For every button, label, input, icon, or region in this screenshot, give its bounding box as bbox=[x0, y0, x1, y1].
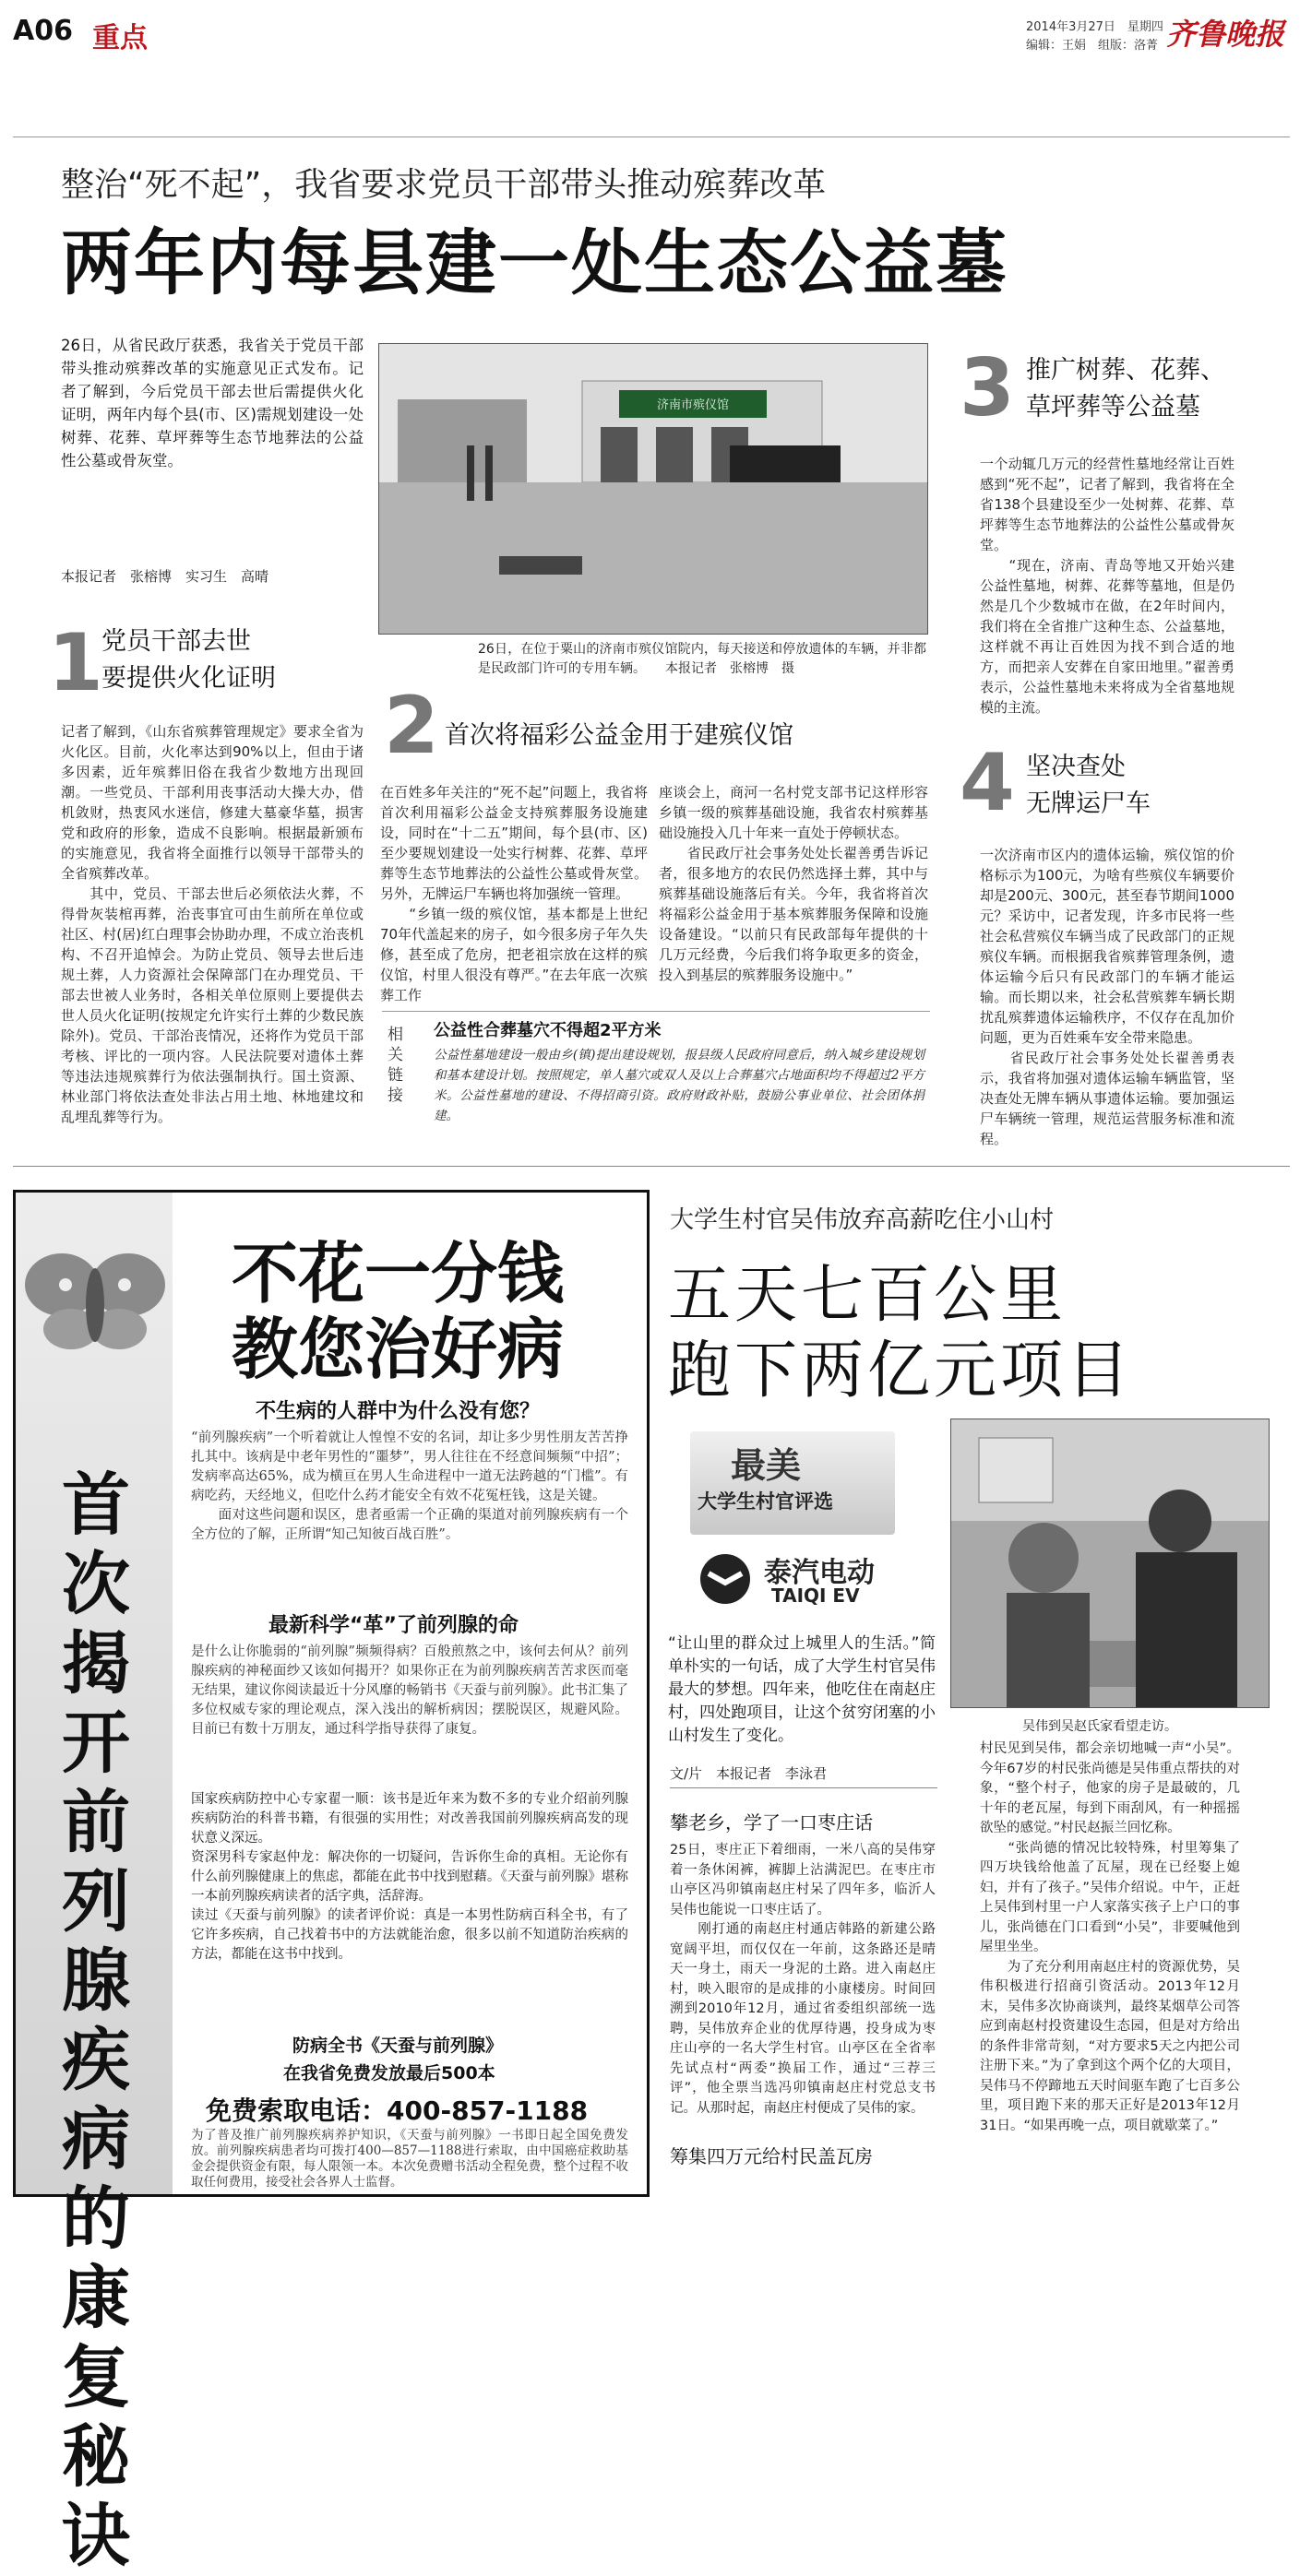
village-visit-photo-image bbox=[951, 1419, 1269, 1707]
ad-phone-line bbox=[206, 2091, 588, 2128]
funeral-home-photo-image bbox=[379, 344, 927, 634]
ad-phone-label: 免费索取电话： bbox=[206, 2095, 388, 2126]
story2-lead: “让山里的群众过上城里人的生活。”简单朴实的一句话，成了大学生村官吴伟最大的梦想。四年来，他吃住在南赵庄村，四处跑项目，让这个贫穷闭塞的小山村发生了变化。 bbox=[668, 1634, 936, 1745]
section-title-2: 首次将福彩公益金用于建殡仪馆 bbox=[445, 721, 793, 750]
ad-question-1: 不生病的人群中为什么没有您？ bbox=[256, 1400, 541, 1423]
section-text-1: 记者了解到，《山东省殡葬管理规定》要求全省为火化区。目前，火化率达到90%以上，但由于诸多因素，近年殡葬旧俗在我省少数地方出现回潮。一些党员、干部利用丧事活动大操大办，借机敛财，热衷风水迷信，修建大墓豪华墓，损害党和政府的形象，造成不良影响。根据最新颁布的实施意见，我省将全面推行以领导干部带头的全省殡葬改革。 其中，党员、干部去世后必须依法火葬，不得骨灰装棺再葬，治丧事宜可由生前所在单位或社区、村(居)红白理事会协助办理，不成立治丧机构、不召开追悼会。为防止党员、领导去世后违规土葬，人力资源社会保障部门在办理党员、干部去世被人业务时，各相关单位原则上要提供去世人员火化证明(按规定允许实行土葬的少数民族除外)。党员、干部治丧情况，还将作为党员干部考核、评比的一项内容。人民法院要对遗体土葬等违法违规殡葬行为依法强制执行。国土资源、林业部门将依法查处非法占用土地、林地建坟和乱埋乱葬等行为。 bbox=[61, 723, 364, 1125]
story2-text-1: 25日，枣庄正下着细雨，一米八高的吴伟穿着一条休闲裤，裤脚上沾满泥巴。在枣庄市山亭区冯卯镇南赵庄村呆了四年多，临沂人吴伟也能说一口枣庄话了。 刚打通的南赵庄村通店韩路的新建公路宽阔平坦，而仅仅在一年前，这条路还是晴天一身土，雨天一身泥的土路。进入南赵庄村，映入眼帘的是成排的小康楼房。时间回溯到2010年12月，通过省委组织部统一选聘，吴伟放弃企业的优厚待遇，投身成为枣庄山亭的一名大学生村官。山亭区在全省率先试点村“两委”换届工作，通过“三荐三评”，他全票当选冯卯镇南赵庄村党总支书记。从那时起，南赵庄村便成了吴伟的家。 bbox=[670, 1843, 936, 2116]
story2-kicker: 大学生村官吴伟放弃高薪吃住小山村 bbox=[670, 1206, 1055, 1234]
ad-question-2: 最新科学“革”了前列腺的命 bbox=[268, 1614, 519, 1637]
section-text-3: 一个动辄几万元的经营性墓地经常让百姓感到“死不起”，记者了解到，我省将在全省138个县建设至少一处树葬、花葬、草坪葬等生态节地葬法的公益性公墓或骨灰堂。 “现在，济南、青岛等地又开始兴建公益性墓地，树葬、花葬等墓地，但是仍然是几个少数城市在做，在2年时间内，我们将在全省推广这种生态、公益墓地，这样就不再让百姓因为找不到合适的地方，而把亲人安葬在自家田地里。”翟善勇表示，公益性墓地未来将成为全省墓地规模的主流。 bbox=[980, 456, 1234, 716]
related-link-label: 相关链接 bbox=[388, 1026, 403, 1105]
editor-line: 编辑：王娟 组版：洛菁 bbox=[1026, 39, 1159, 53]
related-link-title: 公益性合葬墓穴不得超2平方米 bbox=[434, 1021, 662, 1040]
section-title-1: 党员干部去世 要提供火化证明 bbox=[101, 627, 276, 693]
story2-byline-rule bbox=[670, 1787, 937, 1788]
page-code: A06 bbox=[13, 15, 73, 47]
ad-offer-line: 在我省免费发放最后500本 bbox=[283, 2063, 495, 2083]
ad-paragraph-2: 是什么让你脆弱的“前列腺”频频得病？百般煎熬之中，该何去何从？前列腺疾病的神秘面纱又该如何揭开？如果你正在为前列腺疾病苦苦求医而毫无结果，建议你阅读最近十分风靡的畅销书《天蚕与前列腺》。此书汇集了多位权威专家的理论观点，深入浅出的解析病因；摆脱误区，规避风险。目前已有数十万朋友，通过科学指导获得了康复。 bbox=[191, 1644, 628, 1737]
story2-subhead-2: 筹集四万元给村民盖瓦房 bbox=[670, 2145, 873, 2167]
section-title-4: 坚决查处 无牌运尸车 bbox=[1026, 753, 1151, 818]
sponsor-name-cn: 泰汽电动 bbox=[764, 1557, 875, 1589]
funeral-home-sign: 济南市殡仪馆 bbox=[656, 398, 730, 411]
ad-book-line: 防病全书《天蚕与前列腺》 bbox=[292, 2036, 504, 2056]
village-photo-caption: 吴伟到吴赵氏家看望走访。 bbox=[1022, 1719, 1177, 1734]
ad-phone-number: 400-857-1188 bbox=[387, 2095, 589, 2126]
story2-text-2: 村民见到吴伟，都会亲切地喊一声“小吴”。今年67岁的村民张尚德是吴伟重点帮扶的对象，“整个村子，他家的房子是最破的，几十年的老瓦屋，每到下雨刮风，有一种摇摇欲坠的感觉。”村民赵振兰回忆称。 “张尚德的情况比较特殊，村里筹集了四万块钱给他盖了瓦屋，现在已经娶上媳妇，并有了孩子。”吴伟介绍说。中午，正赶上吴伟到村里一户人家落实孩子上户口的事儿，张尚德在门口看到“小吴”，非要喊他到屋里坐坐。 为了充分利用南赵庄村的资源优势，吴伟积极进行招商引资活动。2013年12月末，吴伟多次协商谈判，最终某烟草公司答应到南赵村投资建设生态园，但是对方给出的条件非常苛刻，“对方要求5天之内把公司注册下来。”为了拿到这个两个亿的大项目，吴伟马不停蹄地五天时间驱车跑了七百多公里，项目跑下来的那天正好是2013年12月31日。“如果再晚一点，项目就歇菜了。” bbox=[980, 1741, 1240, 2133]
logo-title: 最美 bbox=[731, 1445, 802, 1486]
section-text-2b: 座谈会上，商河一名村党支部书记这样形容乡镇一级的殡葬基础设施，我省农村殡葬基础设施投入几十年来一直处于停顿状态。 省民政厅社会事务处处长翟善勇告诉记者，很多地方的农民仍然选择土葬，其中与殡葬基础设施落后有关。今年，我省将首次将福彩公益金用于基本殡葬服务保障和设施设备建设。“以前只有民政部每年提供的十几万元经费，今后我们将争取更多的资金，投入到基层的殡葬服务设施中。” bbox=[659, 784, 928, 983]
ad-headline-1: 不花一分钱 bbox=[232, 1235, 565, 1312]
ad-paragraph-1: “前列腺疾病”一个听着就让人惶惶不安的名词，却让多少男性朋友苦苦挣扎其中。该病是中老年男性的“噩梦”，男人往往在不经意间频频“中招”；发病率高达65%，成为横亘在男人生命进程中一道无法跨越的“门槛”。有病吃药，天经地义，但吃什么药才能安全有效不花冤枉钱，这是关键。 面对这些问题和误区，患者亟需一个正确的渠道对前列腺疾病有一个全方位的了解，正所谓“知己知彼百战百胜”。 bbox=[191, 1430, 628, 1542]
story1-byline: 本报记者 张榕博 实习生 高晴 bbox=[61, 568, 269, 585]
paper-logo: 齐鲁晚报 bbox=[1166, 17, 1285, 52]
story-divider bbox=[13, 1166, 1290, 1167]
related-link-text: 公益性墓地建设一般由乡(镇)提出建设规划，报县级人民政府同意后，纳入城乡建设规划和基本建设计划。按照规定，单人墓穴或双人及以上合葬墓穴占地面积均不得超过2平方米。公益性墓地的建设、不得招商引资。政府财政补贴，鼓励公事业单位、社会团体捐建。 bbox=[434, 1048, 924, 1123]
page-header bbox=[0, 0, 1300, 65]
ad-headline-2: 教您治好病 bbox=[232, 1311, 565, 1388]
story2-subhead-1: 攀老乡，学了一口枣庄话 bbox=[670, 1811, 873, 1834]
section-name: 重点 bbox=[92, 22, 148, 54]
ad-vertical-title: 首次揭开前列腺疾病的康复秘诀 bbox=[62, 1466, 130, 2576]
story1-lead: 26日，从省民政厅获悉，我省关于党员干部带头推动殡葬改革的实施意见正式发布。记者了解到，今后党员干部去世后需提供火化证明，两年内每个县(市、区)需规划建设一处树葬、花葬、草坪葬等生态节地葬法的公益性公墓或骨灰堂。 bbox=[61, 337, 364, 469]
best-village-official-logo bbox=[690, 1431, 895, 1535]
ad-footer: 为了普及推广前列腺疾病养护知识，《天蚕与前列腺》一书即日起全国免费发放。前列腺疾病患者均可拨打400—857—1188进行索取，由中国癌症救助基金会提供资金有限，每人限领一本。本次免费赠书活动全程免费，整个过程不收取任何费用，接受社会各界人士监督。 bbox=[191, 2128, 628, 2190]
section-title-3: 推广树葬、花葬、 草坪葬等公益墓 bbox=[1026, 356, 1225, 421]
section-text-4: 一次济南市区内的遗体运输，殡仪馆的价格标示为100元，为啥有些殡仪车辆要价却是200元、300元，甚至春节期间1000元？采访中，记者发现，许多市民将一些社会私营殡仪车辆当成了民政部门的正规殡仪车辆。而根据我省殡葬管理条例，遗体运输今后只有民政部门的车辆才能运输。而长期以来，社会私营殡葬车辆长期扰乱殡葬遗体运输秩序，不仅存在乱加价问题，更为百姓乘车安全带来隐患。 省民政厅社会事务处处长翟善勇表示，我省将加强对遗体运输车辆监管，坚决查处无牌车辆从事遗体运输。要加强运尸车辆统一管理，规范运营服务标准和流程。 bbox=[980, 847, 1234, 1147]
moth-icon bbox=[21, 1220, 169, 1368]
logo-subtitle: 大学生村官评选 bbox=[698, 1490, 833, 1513]
section-number-2: 2 bbox=[384, 680, 439, 772]
section-number-1: 1 bbox=[48, 617, 103, 709]
village-visit-photo bbox=[950, 1419, 1270, 1708]
related-link-box bbox=[382, 1011, 930, 1123]
sponsor-logo bbox=[698, 1548, 900, 1612]
date-line: 2014年3月27日 星期四 bbox=[1026, 20, 1163, 34]
funeral-home-photo bbox=[378, 343, 928, 635]
health-ad bbox=[13, 1190, 650, 2576]
ad-paragraph-3: 国家疾病防控中心专家翟一顺：该书是近年来为数不多的专业介绍前列腺疾病防治的科普书籍，有很强的实用性；对改善我国前列腺疾病高发的现状意义深远。 资深男科专家赵仲龙：解决你的一切疑问，告诉你生命的真相。无论你有什么前列腺健康上的焦虑，都能在此书中找到慰藉。《天蚕与前列腺》堪称一本前列腺疾病读者的活字典，活辞海。 读过《天蚕与前列腺》的读者评价说：真是一本男性防病百科全书，有了它许多疾病，自己找着书中的方法就能治愈，很多以前不知道防治疾病的方法，都能在这书中找到。 bbox=[191, 1792, 628, 1962]
section-number-4: 4 bbox=[960, 737, 1015, 829]
section-number-3: 3 bbox=[960, 342, 1015, 434]
story1-headline: 两年内每县建一处生态公益墓 bbox=[61, 223, 1008, 305]
story2-headline-2: 跑下两亿元项目 bbox=[668, 1335, 1134, 1407]
funeral-photo-caption: 26日，在位于粟山的济南市殡仪馆院内，每天接送和停放遗体的车辆，并非都是民政部门许可的专用车辆。 本报记者 张榕博 摄 bbox=[478, 642, 926, 676]
story1-kicker: 整治“死不起”，我省要求党员干部带头推动殡葬改革 bbox=[61, 166, 827, 204]
story2-byline: 文/片 本报记者 李泳君 bbox=[670, 1765, 828, 1782]
section-text-2a: 在百姓多年关注的“死不起”问题上，我省将首次利用福彩公益金支持殡葬服务设施建设，同时在“十二五”期间，每个县(市、区)至少要规划建设一处实行树葬、花葬、草坪葬等生态节地葬法的公益性公墓或骨灰堂。另外，无牌运尸车辆也将加强统一管理。 “乡镇一级的殡仪馆，基本都是上世纪70年代盖起来的房子，如今很多房子年久失修，甚至成了危房，把老祖宗放在这样的殡仪馆，村里人很没有尊严。”在去年底一次殡葬工作 bbox=[380, 784, 648, 1003]
story2-headline-1: 五天七百公里 bbox=[668, 1259, 1067, 1332]
sponsor-name-en: TAIQI EV bbox=[771, 1585, 860, 1607]
taiqi-logo-icon bbox=[698, 1551, 753, 1607]
